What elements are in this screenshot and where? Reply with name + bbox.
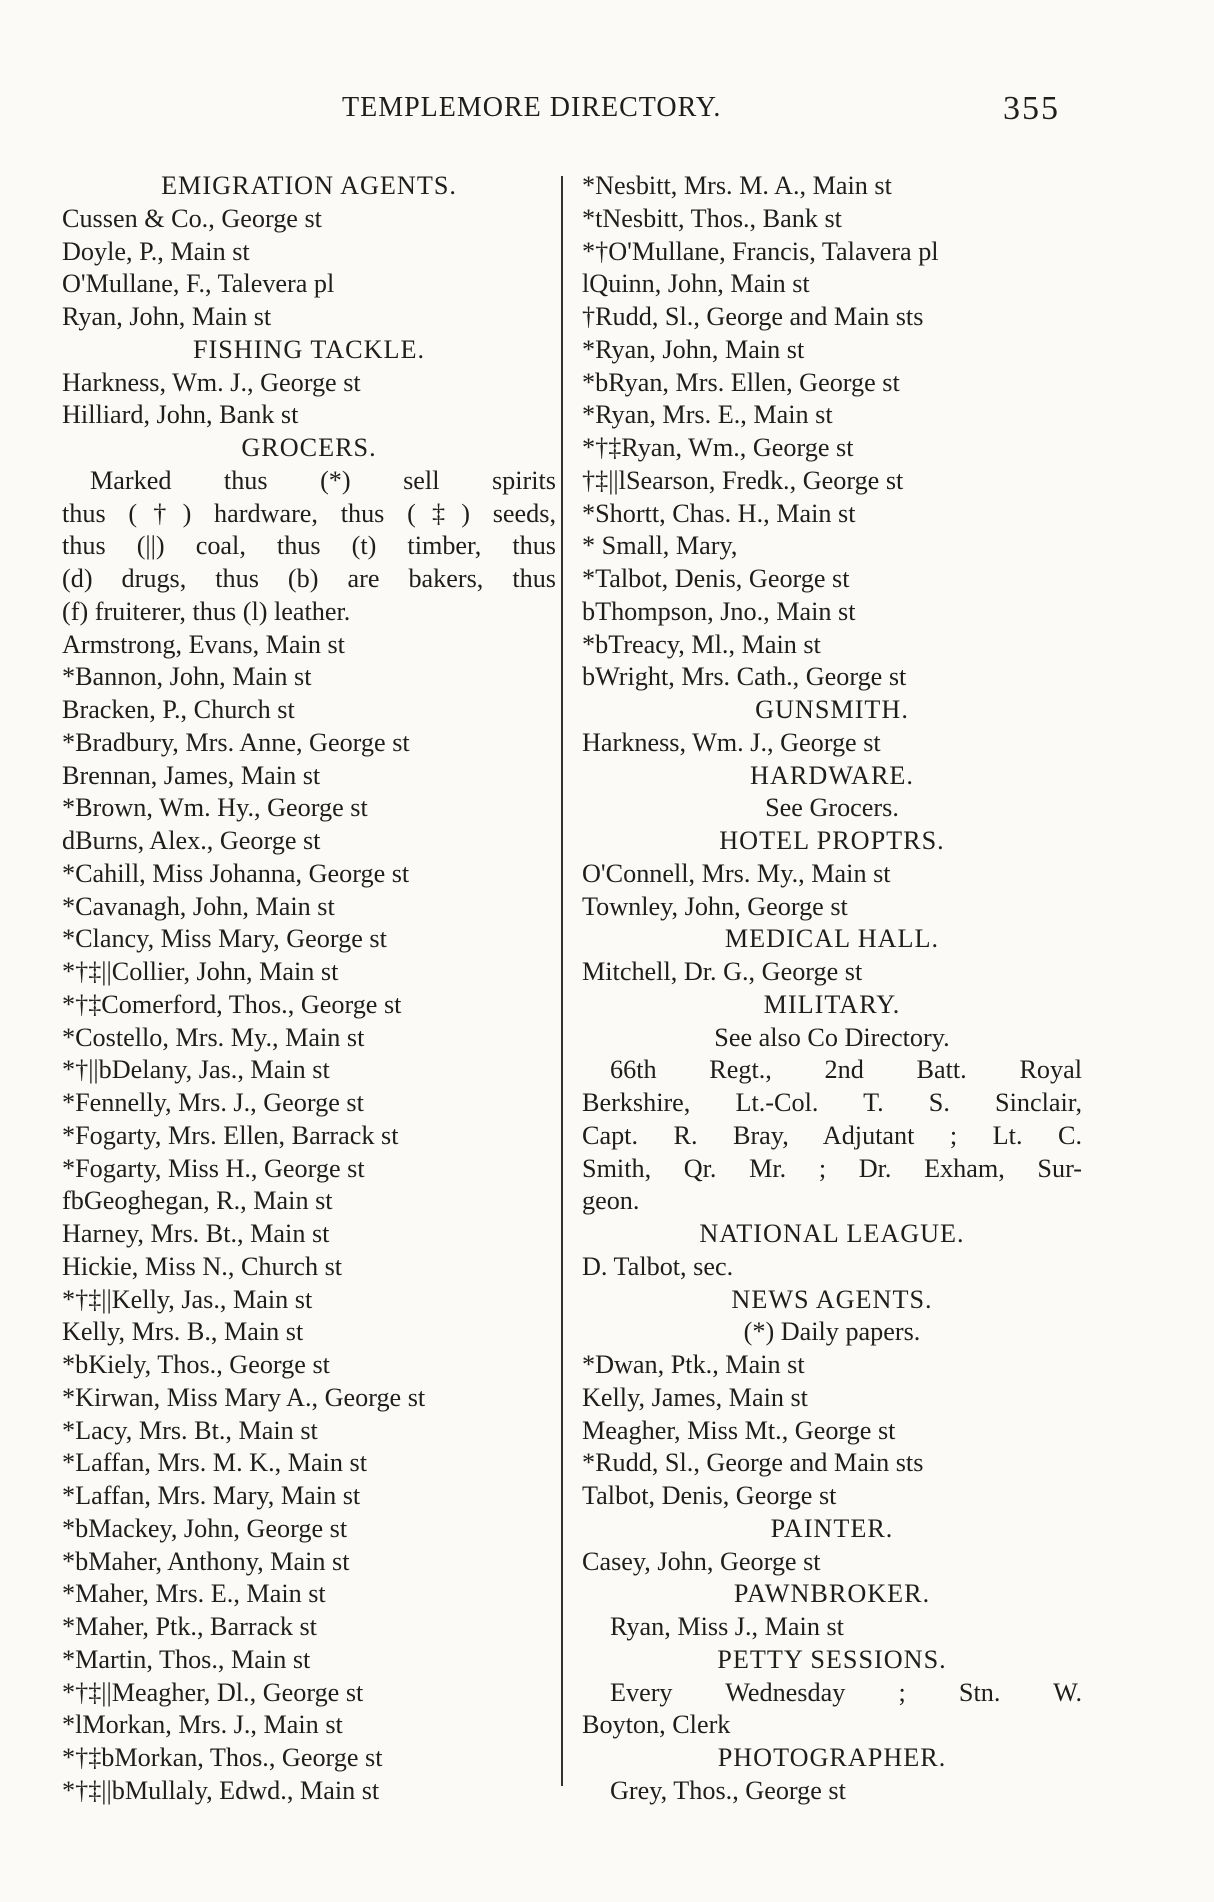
right-entry: *tNesbitt, Thos., Bank st	[582, 203, 842, 233]
right-entry: *bRyan, Mrs. Ellen, George st	[582, 367, 900, 397]
right-entry: Berkshire, Lt.-Col. T. S. Sinclair,	[582, 1088, 1082, 1117]
left-entry: *Maher, Ptk., Barrack st	[62, 1612, 317, 1641]
left-entry: *Maher, Mrs. E., Main st	[62, 1579, 326, 1609]
left-entry: *†‡||Meagher, Dl., George st	[62, 1677, 364, 1707]
left-entry: *†‡||Kelly, Jas., Main st	[62, 1284, 313, 1314]
left-entry: fbGeoghegan, R., Main st	[62, 1186, 333, 1216]
right-section-heading: PAWNBROKER.	[733, 1579, 931, 1609]
right-entry: geon.	[582, 1186, 640, 1216]
left-entry: *Laffan, Mrs. M. K., Main st	[62, 1448, 368, 1478]
right-entry: Mitchell, Dr. G., George st	[582, 957, 863, 986]
right-entry: Capt. R. Bray, Adjutant ; Lt. C.	[582, 1120, 1082, 1150]
right-entry: Kelly, James, Main st	[582, 1382, 808, 1412]
right-entry: Harkness, Wm. J., George st	[582, 727, 881, 757]
left-entry: *†‡||Collier, John, Main st	[62, 957, 339, 986]
left-entry: *†||bDelany, Jas., Main st	[62, 1055, 330, 1085]
left-section-heading: GROCERS.	[241, 433, 377, 462]
left-entry: (f) fruiterer, thus (l) leather.	[62, 596, 351, 626]
left-entry: dBurns, Alex., George st	[62, 826, 321, 855]
left-entry: *†‡Comerford, Thos., George st	[62, 989, 402, 1019]
left-entry: Bracken, P., Church st	[62, 695, 295, 724]
right-section-heading: MEDICAL HALL.	[724, 924, 940, 954]
left-entry: *Fogarty, Mrs. Ellen, Barrack st	[62, 1120, 399, 1150]
left-entry: O'Mullane, F., Talevera pl	[62, 269, 335, 299]
left-entry: *Fennelly, Mrs. J., George st	[62, 1088, 364, 1117]
left-section-heading: FISHING TACKLE.	[192, 334, 426, 364]
right-entry: *Rudd, Sl., George and Main sts	[582, 1448, 924, 1478]
left-entry: *lMorkan, Mrs. J., Main st	[62, 1710, 343, 1740]
left-column	[62, 170, 556, 1808]
right-section-heading: HOTEL PROPTRS.	[719, 826, 945, 855]
left-entry: *Laffan, Mrs. Mary, Main st	[62, 1481, 361, 1510]
right-section-heading: NATIONAL LEAGUE.	[699, 1219, 965, 1248]
right-entry: See also Co Directory.	[714, 1022, 950, 1052]
right-entry: D. Talbot, sec.	[582, 1251, 734, 1281]
right-entry: O'Connell, Mrs. My., Main st	[582, 858, 891, 888]
right-section-heading: PHOTOGRAPHER.	[717, 1743, 947, 1772]
right-entry: *Ryan, Mrs. E., Main st	[582, 400, 833, 430]
right-entry: Meagher, Miss Mt., George st	[582, 1415, 896, 1445]
left-entry: *Clancy, Miss Mary, George st	[62, 924, 387, 954]
right-entry: * Small, Mary,	[582, 531, 738, 561]
left-entry: *Brown, Wm. Hy., George st	[62, 793, 368, 823]
right-section-heading: PAINTER.	[770, 1513, 894, 1543]
left-entry: *bMaher, Anthony, Main st	[62, 1546, 350, 1576]
left-entry: Marked thus (*) sell spirits	[90, 465, 556, 495]
left-entry: *Fogarty, Miss H., George st	[62, 1153, 365, 1183]
right-entry: *Ryan, John, Main st	[582, 334, 805, 364]
left-entry: thus (†) hardware, thus (‡) seeds,	[62, 498, 556, 528]
right-entry: Ryan, Miss J., Main st	[610, 1612, 844, 1641]
right-entry: bThompson, Jno., Main st	[582, 596, 856, 626]
left-entry: Harney, Mrs. Bt., Main st	[62, 1219, 330, 1248]
left-entry: *Lacy, Mrs. Bt., Main st	[62, 1415, 318, 1445]
left-entry: Harkness, Wm. J., George st	[62, 367, 361, 397]
page-header	[0, 92, 1214, 132]
left-section-heading: EMIGRATION AGENTS.	[161, 171, 457, 200]
right-entry: See Grocers.	[765, 793, 899, 823]
left-entry: (d) drugs, thus (b) are bakers, thus	[62, 564, 556, 593]
left-entry: Doyle, P., Main st	[62, 236, 250, 266]
right-entry: bWright, Mrs. Cath., George st	[582, 662, 907, 692]
right-entry: Every Wednesday ; Stn. W.	[610, 1677, 1082, 1707]
left-entry: Brennan, James, Main st	[62, 760, 321, 790]
right-entry: Talbot, Denis, George st	[582, 1481, 837, 1510]
left-entry: Armstrong, Evans, Main st	[62, 629, 345, 659]
left-entry: *Bradbury, Mrs. Anne, George st	[62, 727, 410, 757]
left-entry: Kelly, Mrs. B., Main st	[62, 1317, 304, 1347]
left-entry: thus (||) coal, thus (t) timber, thus	[62, 531, 556, 561]
right-section-heading: PETTY SESSIONS.	[717, 1644, 947, 1674]
right-entry: *Shortt, Chas. H., Main st	[582, 498, 856, 528]
right-entry: *†O'Mullane, Francis, Talavera pl	[582, 236, 939, 266]
right-entry: Smith, Qr. Mr. ; Dr. Exham, Sur-	[582, 1153, 1082, 1183]
left-entry: *Cavanagh, John, Main st	[62, 891, 335, 921]
right-section-heading: HARDWARE.	[750, 760, 914, 790]
right-entry: *Dwan, Ptk., Main st	[582, 1350, 805, 1379]
left-entry: *Cahill, Miss Johanna, George st	[62, 858, 410, 888]
right-entry: †Rudd, Sl., George and Main sts	[582, 302, 924, 331]
left-entry: Hilliard, John, Bank st	[62, 400, 299, 430]
right-entry: lQuinn, John, Main st	[582, 269, 810, 299]
right-entry: †‡||lSearson, Fredk., George st	[582, 465, 904, 495]
left-entry: Cussen & Co., George st	[62, 203, 322, 233]
right-entry: *†‡Ryan, Wm., George st	[582, 433, 854, 462]
left-entry: *Costello, Mrs. My., Main st	[62, 1022, 365, 1052]
left-entry: *Kirwan, Miss Mary A., George st	[62, 1382, 426, 1412]
column-divider	[561, 176, 563, 1786]
left-entry: *†‡bMorkan, Thos., George st	[62, 1743, 383, 1772]
right-entry: *Nesbitt, Mrs. M. A., Main st	[582, 171, 892, 200]
right-entry: *Talbot, Denis, George st	[582, 564, 850, 593]
right-entry: Townley, John, George st	[582, 891, 848, 921]
right-entry: Grey, Thos., George st	[610, 1775, 846, 1805]
left-entry: *Bannon, John, Main st	[62, 662, 312, 692]
right-section-heading: GUNSMITH.	[755, 695, 909, 724]
left-entry: *†‡||bMullaly, Edwd., Main st	[62, 1775, 380, 1805]
right-column	[582, 170, 1082, 1808]
left-entry: *bMackey, John, George st	[62, 1513, 348, 1543]
left-entry: Ryan, John, Main st	[62, 302, 272, 331]
right-entry: (*) Daily papers.	[743, 1317, 921, 1347]
left-entry: Hickie, Miss N., Church st	[62, 1251, 343, 1281]
right-entry: Boyton, Clerk	[582, 1710, 731, 1740]
page-number: 355	[1003, 90, 1060, 127]
right-section-heading: NEWS AGENTS.	[731, 1284, 933, 1314]
right-section-heading: MILITARY.	[763, 989, 901, 1019]
left-entry: *Martin, Thos., Main st	[62, 1644, 311, 1674]
right-entry: *bTreacy, Ml., Main st	[582, 629, 821, 659]
running-title: TEMPLEMORE DIRECTORY.	[342, 92, 722, 123]
left-entry: *bKiely, Thos., George st	[62, 1350, 330, 1379]
right-entry: Casey, John, George st	[582, 1546, 821, 1576]
right-entry: 66th Regt., 2nd Batt. Royal	[610, 1055, 1082, 1085]
